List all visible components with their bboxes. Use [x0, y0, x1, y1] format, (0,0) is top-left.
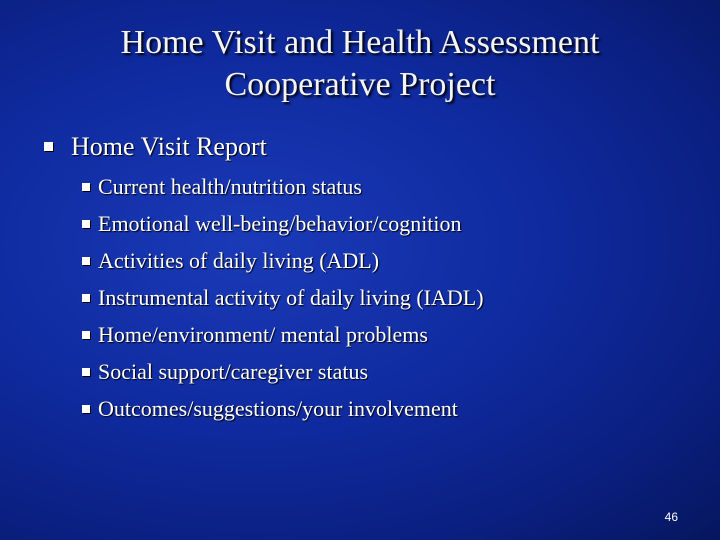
sub-bullet-item [82, 205, 484, 242]
square-bullet-icon [82, 368, 90, 376]
sub-bullet-text: Current health/nutrition status [98, 174, 362, 199]
sub-bullet-list [82, 168, 484, 427]
sub-bullet-text: Activities of daily living (ADL) [98, 248, 380, 273]
sub-bullet-text: Social support/caregiver status [98, 359, 369, 384]
sub-bullet-text: Instrumental activity of daily living (IADL) [98, 285, 484, 310]
square-bullet-icon [82, 183, 90, 191]
sub-bullet-text: Home/environment/ mental problems [98, 322, 428, 347]
main-bullet [44, 130, 267, 164]
square-bullet-icon [82, 405, 90, 413]
square-bullet-icon [44, 142, 53, 151]
sub-bullet-item [82, 390, 484, 427]
slide-title-line-2: Cooperative Project [224, 66, 496, 103]
sub-bullet-item [82, 279, 484, 316]
square-bullet-icon [82, 331, 90, 339]
slide-title-line-1: Home Visit and Health Assessment [120, 24, 600, 61]
sub-bullet-item [82, 242, 484, 279]
sub-bullet-text: Outcomes/suggestions/your involvement [98, 396, 458, 421]
sub-bullet-item [82, 353, 484, 390]
square-bullet-icon [82, 294, 90, 302]
main-bullet-text: Home Visit Report [71, 132, 267, 161]
slide-title [0, 22, 720, 106]
page-number: 46 [664, 510, 678, 524]
sub-bullet-item [82, 168, 484, 205]
square-bullet-icon [82, 220, 90, 228]
sub-bullet-item [82, 316, 484, 353]
square-bullet-icon [82, 257, 90, 265]
sub-bullet-text: Emotional well-being/behavior/cognition [98, 211, 462, 236]
